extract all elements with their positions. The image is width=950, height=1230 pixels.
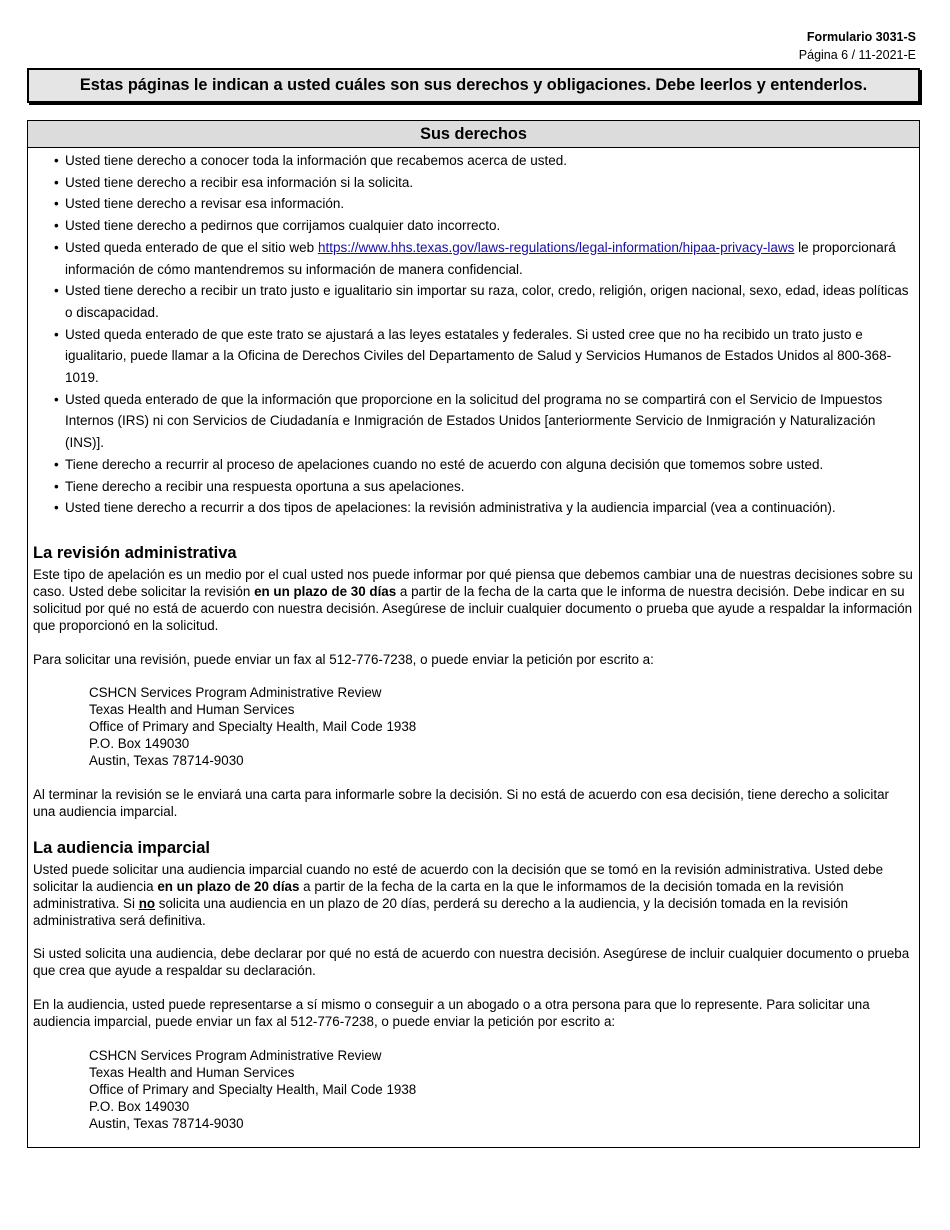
fair-hearing-address	[33, 1048, 914, 1133]
list-item: • Tiene derecho a recibir una respuesta oportuna a sus apelaciones.	[54, 476, 919, 498]
address-line: CSHCN Services Program Administrative Review	[89, 685, 382, 701]
fair-hearing-section	[28, 838, 919, 1133]
content-frame	[27, 120, 920, 1148]
text: Usted puede solicitar una audiencia imparcial cuando no esté de acuerdo con la decisión que se tomó en la revisión administrativa. Usted debe solicitar la audiencia	[33, 861, 884, 894]
admin-review-heading: La revisión administrativa	[33, 543, 237, 562]
admin-review-paragraph-1	[33, 567, 914, 635]
list-item: • Usted tiene derecho a revisar esa información.	[54, 193, 919, 215]
privacy-link[interactable]: https://www.hhs.texas.gov/laws-regulations/legal-information/hipaa-privacy-laws	[317, 239, 795, 255]
admin-review-paragraph-3: Al terminar la revisión se le enviará una carta para informarle sobre la decisión. Si no está de acuerdo con esa decisión, tiene derecho a solicitar una audiencia imparcial.	[33, 787, 889, 819]
list-item: • Usted queda enterado de que la información que proporcione en la solicitud del programa no se compartirá con el Servicio de Impuestos Internos (IRS) ni con Servicios de Ciudadanía e Inmigración de Estados Unidos [anteriormente Servicio de Inmigración y Naturalización (INS)].	[54, 389, 919, 454]
text: Este tipo de apelación es un medio por el cual usted nos puede informar por qué piensa que debemos cambiar una de nuestras decisiones sobre su caso. Usted debe solicitar la revisión	[33, 566, 913, 599]
address-line: Texas Health and Human Services	[89, 702, 295, 718]
emphasis-no: no	[138, 895, 156, 911]
rights-list	[28, 148, 919, 519]
list-item: • Usted queda enterado de que este trato se ajustará a las leyes estatales y federales. Si usted cree que no ha recibido un trato justo e igualitario, puede llamar a la Oficina de Derechos Civiles del Departamento de Salud y Servicios Humanos de Estados Unidos al 800-368-1019.	[54, 324, 919, 389]
fair-hearing-paragraph-2: Si usted solicita una audiencia, debe declarar por qué no está de acuerdo con nuestra decisión. Asegúrese de incluir cualquier documento o prueba que crea que ayude a respaldar su declaración.	[33, 946, 910, 979]
fair-hearing-paragraph-3: En la audiencia, usted puede representarse a sí mismo o conseguir a un abogado o a otra persona para que lo represente. Para solicitar una audiencia imparcial, puede enviar un fax al 512-776-7238, o puede enviar la petición por escrito a:	[33, 997, 870, 1030]
rights-title: Sus derechos	[28, 121, 919, 148]
text: a partir de la fecha de la carta que le informa de nuestra decisión. Debe indicar en su solicitud por qué no está de acuerdo con nuestra decisión. Asegúrese de incluir cualquier documento o prueba que ayude a respaldar la información que proporcionó en la solicitud.	[33, 583, 913, 633]
address-line: Office of Primary and Specialty Health, Mail Code 1938	[89, 1081, 417, 1097]
form-code: Formulario 3031-S	[806, 30, 916, 44]
list-item: • Usted tiene derecho a recibir un trato justo e igualitario sin importar su raza, color, credo, religión, origen nacional, sexo, edad, ideas políticas o discapacidad.	[54, 280, 919, 323]
address-line: Austin, Texas 78714-9030	[89, 753, 244, 769]
address-line: CSHCN Services Program Administrative Review	[89, 1048, 382, 1064]
fair-hearing-paragraph-1	[33, 862, 914, 930]
page-info: Página 6 / 11-2021-E	[798, 48, 916, 62]
form-header	[799, 28, 916, 64]
address-line: P.O. Box 149030	[89, 736, 190, 752]
address-line: Austin, Texas 78714-9030	[89, 1115, 244, 1131]
text: solicita una audiencia en un plazo de 20 días, perderá su derecho a la audiencia, y la decisión tomada en la revisión administrativa será definitiva.	[33, 895, 849, 928]
list-item: • Usted tiene derecho a conocer toda la información que recabemos acerca de usted.	[54, 150, 919, 172]
admin-review-address	[33, 685, 914, 770]
fair-hearing-heading: La audiencia imparcial	[33, 838, 210, 857]
list-item: • Usted tiene derecho a recurrir a dos tipos de apelaciones: la revisión administrativa y la audiencia imparcial (vea a continuación).	[54, 497, 919, 519]
website-text-after: le proporcionará información de cómo mantendremos su información de manera confidencial.	[65, 239, 896, 277]
address-line: Office of Primary and Specialty Health, Mail Code 1938	[89, 719, 417, 735]
address-line: Texas Health and Human Services	[89, 1064, 295, 1080]
list-item: • Tiene derecho a recurrir al proceso de apelaciones cuando no esté de acuerdo con alguna decisión que tomemos sobre usted.	[54, 454, 919, 476]
deadline-bold: en un plazo de 20 días	[157, 878, 300, 894]
admin-review-section	[28, 543, 919, 821]
address-line: P.O. Box 149030	[89, 1098, 190, 1114]
list-item: • Usted tiene derecho a recibir esa información si la solicita.	[54, 172, 919, 194]
rights-banner: Estas páginas le indican a usted cuáles son sus derechos y obligaciones. Debe leerlos y entenderlos.	[27, 68, 920, 103]
admin-review-paragraph-2: Para solicitar una revisión, puede enviar un fax al 512-776-7238, o puede enviar la petición por escrito a:	[33, 651, 654, 667]
list-item: • Usted tiene derecho a pedirnos que corrijamos cualquier dato incorrecto.	[54, 215, 919, 237]
text: a partir de la fecha de la carta en la que le informamos de la decisión tomada en la revisión administrativa. Si	[33, 878, 844, 911]
deadline-bold: en un plazo de 30 días	[254, 583, 397, 599]
website-text-before: Usted queda enterado de que el sitio web	[65, 239, 318, 255]
list-item-website	[54, 237, 919, 280]
